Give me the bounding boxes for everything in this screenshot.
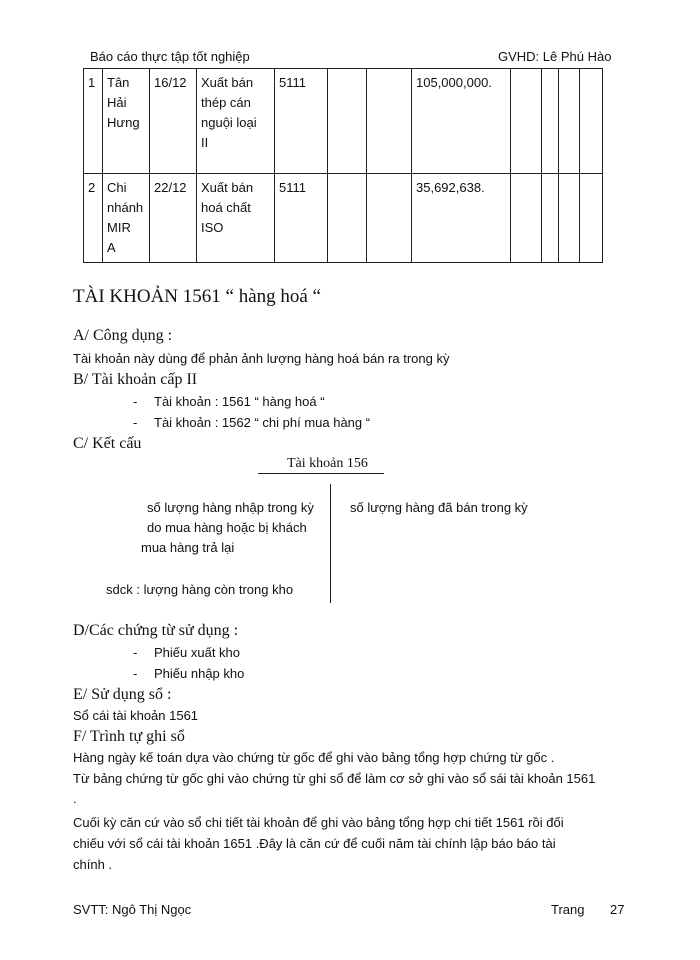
- cell-date: 16/12: [150, 69, 197, 174]
- cell-account: 5111: [275, 174, 328, 263]
- cell-empty: [328, 174, 367, 263]
- ending-balance: sdck : lượng hàng còn trong kho: [106, 582, 294, 597]
- cell-amount: 35,692,638.: [412, 174, 511, 263]
- list-item: Tài khoản : 1561 “ hàng hoá “: [154, 394, 325, 409]
- cell-empty: [367, 69, 412, 174]
- heading-e: E/ Sử dụng sổ :: [73, 686, 172, 703]
- cell-empty: [580, 174, 603, 263]
- debit-line: mua hàng trả lại: [141, 540, 235, 555]
- table-row: [84, 69, 603, 174]
- cell-stt: 2: [84, 174, 103, 263]
- cell-desc: Xuất bán hoá chất ISO: [197, 174, 275, 263]
- header-right: GVHD: Lê Phú Hào: [498, 49, 612, 64]
- cell-empty: [559, 69, 580, 174]
- t-account-divider: [330, 484, 331, 603]
- cell-name: Tân Hải Hưng: [103, 69, 150, 174]
- header-left: Báo cáo thực tập tốt nghiệp: [90, 49, 250, 64]
- cell-name: Chi nhánh MIR A: [103, 174, 150, 263]
- dash-icon: -: [133, 666, 138, 681]
- list-item: Phiếu nhập kho: [154, 666, 245, 681]
- t-account-top-line: [258, 473, 384, 474]
- table-row: [84, 174, 603, 263]
- cell-empty: [511, 69, 542, 174]
- text-f-line: Cuối kỳ căn cứ vào sổ chi tiết tài khoản để ghi vào bảng tổng hợp chi tiết 1561 rồi đối: [73, 815, 564, 830]
- cell-empty: [580, 69, 603, 174]
- credit-line: số lượng hàng đã bán trong kỳ: [350, 500, 528, 515]
- transaction-table: [83, 68, 603, 263]
- heading-b: B/ Tài khoản cấp II: [73, 371, 198, 388]
- dash-icon: -: [133, 394, 138, 409]
- cell-empty: [328, 69, 367, 174]
- cell-date: 22/12: [150, 174, 197, 263]
- cell-empty: [559, 174, 580, 263]
- heading-d: D/Các chứng từ sử dụng :: [73, 622, 239, 639]
- cell-desc: Xuất bán thép cán nguội loại II: [197, 69, 275, 174]
- text-f-line: Từ bảng chứng từ gốc ghi vào chứng từ ghi sổ để làm cơ sở ghi vào sổ sái tài khoản 1561: [73, 771, 596, 786]
- footer-page-number: 27: [610, 902, 625, 917]
- heading-c: C/ Kết cấu: [73, 435, 142, 452]
- cell-empty: [542, 174, 559, 263]
- cell-account: 5111: [275, 69, 328, 174]
- footer-page-label: Trang: [551, 902, 585, 917]
- section-title: TÀI KHOẢN 1561 “ hàng hoá “: [73, 286, 321, 307]
- text-f-line: Hàng ngày kế toán dựa vào chứng từ gốc để ghi vào bảng tổng hợp chứng từ gốc .: [73, 750, 555, 765]
- cell-stt: 1: [84, 69, 103, 174]
- text-f-line: chiếu với sổ cái tài khoản 1651 .Đây là căn cứ để cuối năm tài chính lập báo báo tài: [73, 836, 556, 851]
- cell-empty: [542, 69, 559, 174]
- list-item: Tài khoản : 1562 “ chi phí mua hàng “: [154, 415, 371, 430]
- dash-icon: -: [133, 645, 138, 660]
- heading-f: F/ Trình tự ghi sổ: [73, 728, 185, 745]
- text-f-line: chính .: [73, 857, 113, 872]
- heading-a: A/ Công dụng :: [73, 327, 173, 344]
- debit-line: do mua hàng hoặc bị khách: [147, 520, 307, 535]
- footer-author: SVTT: Ngô Thị Ngọc: [73, 902, 192, 917]
- list-item: Phiếu xuất kho: [154, 645, 241, 660]
- debit-line: số lượng hàng nhập trong kỳ: [147, 500, 314, 515]
- dash-icon: -: [133, 415, 138, 430]
- t-account-title: Tài khoản 156: [287, 456, 368, 471]
- cell-amount: 105,000,000.: [412, 69, 511, 174]
- cell-empty: [511, 174, 542, 263]
- text-e: Sổ cái tài khoản 1561: [73, 708, 199, 723]
- cell-empty: [367, 174, 412, 263]
- text-f-line: .: [73, 791, 77, 806]
- text-a: Tài khoản này dùng để phản ảnh lượng hàng hoá bán ra trong kỳ: [73, 351, 450, 366]
